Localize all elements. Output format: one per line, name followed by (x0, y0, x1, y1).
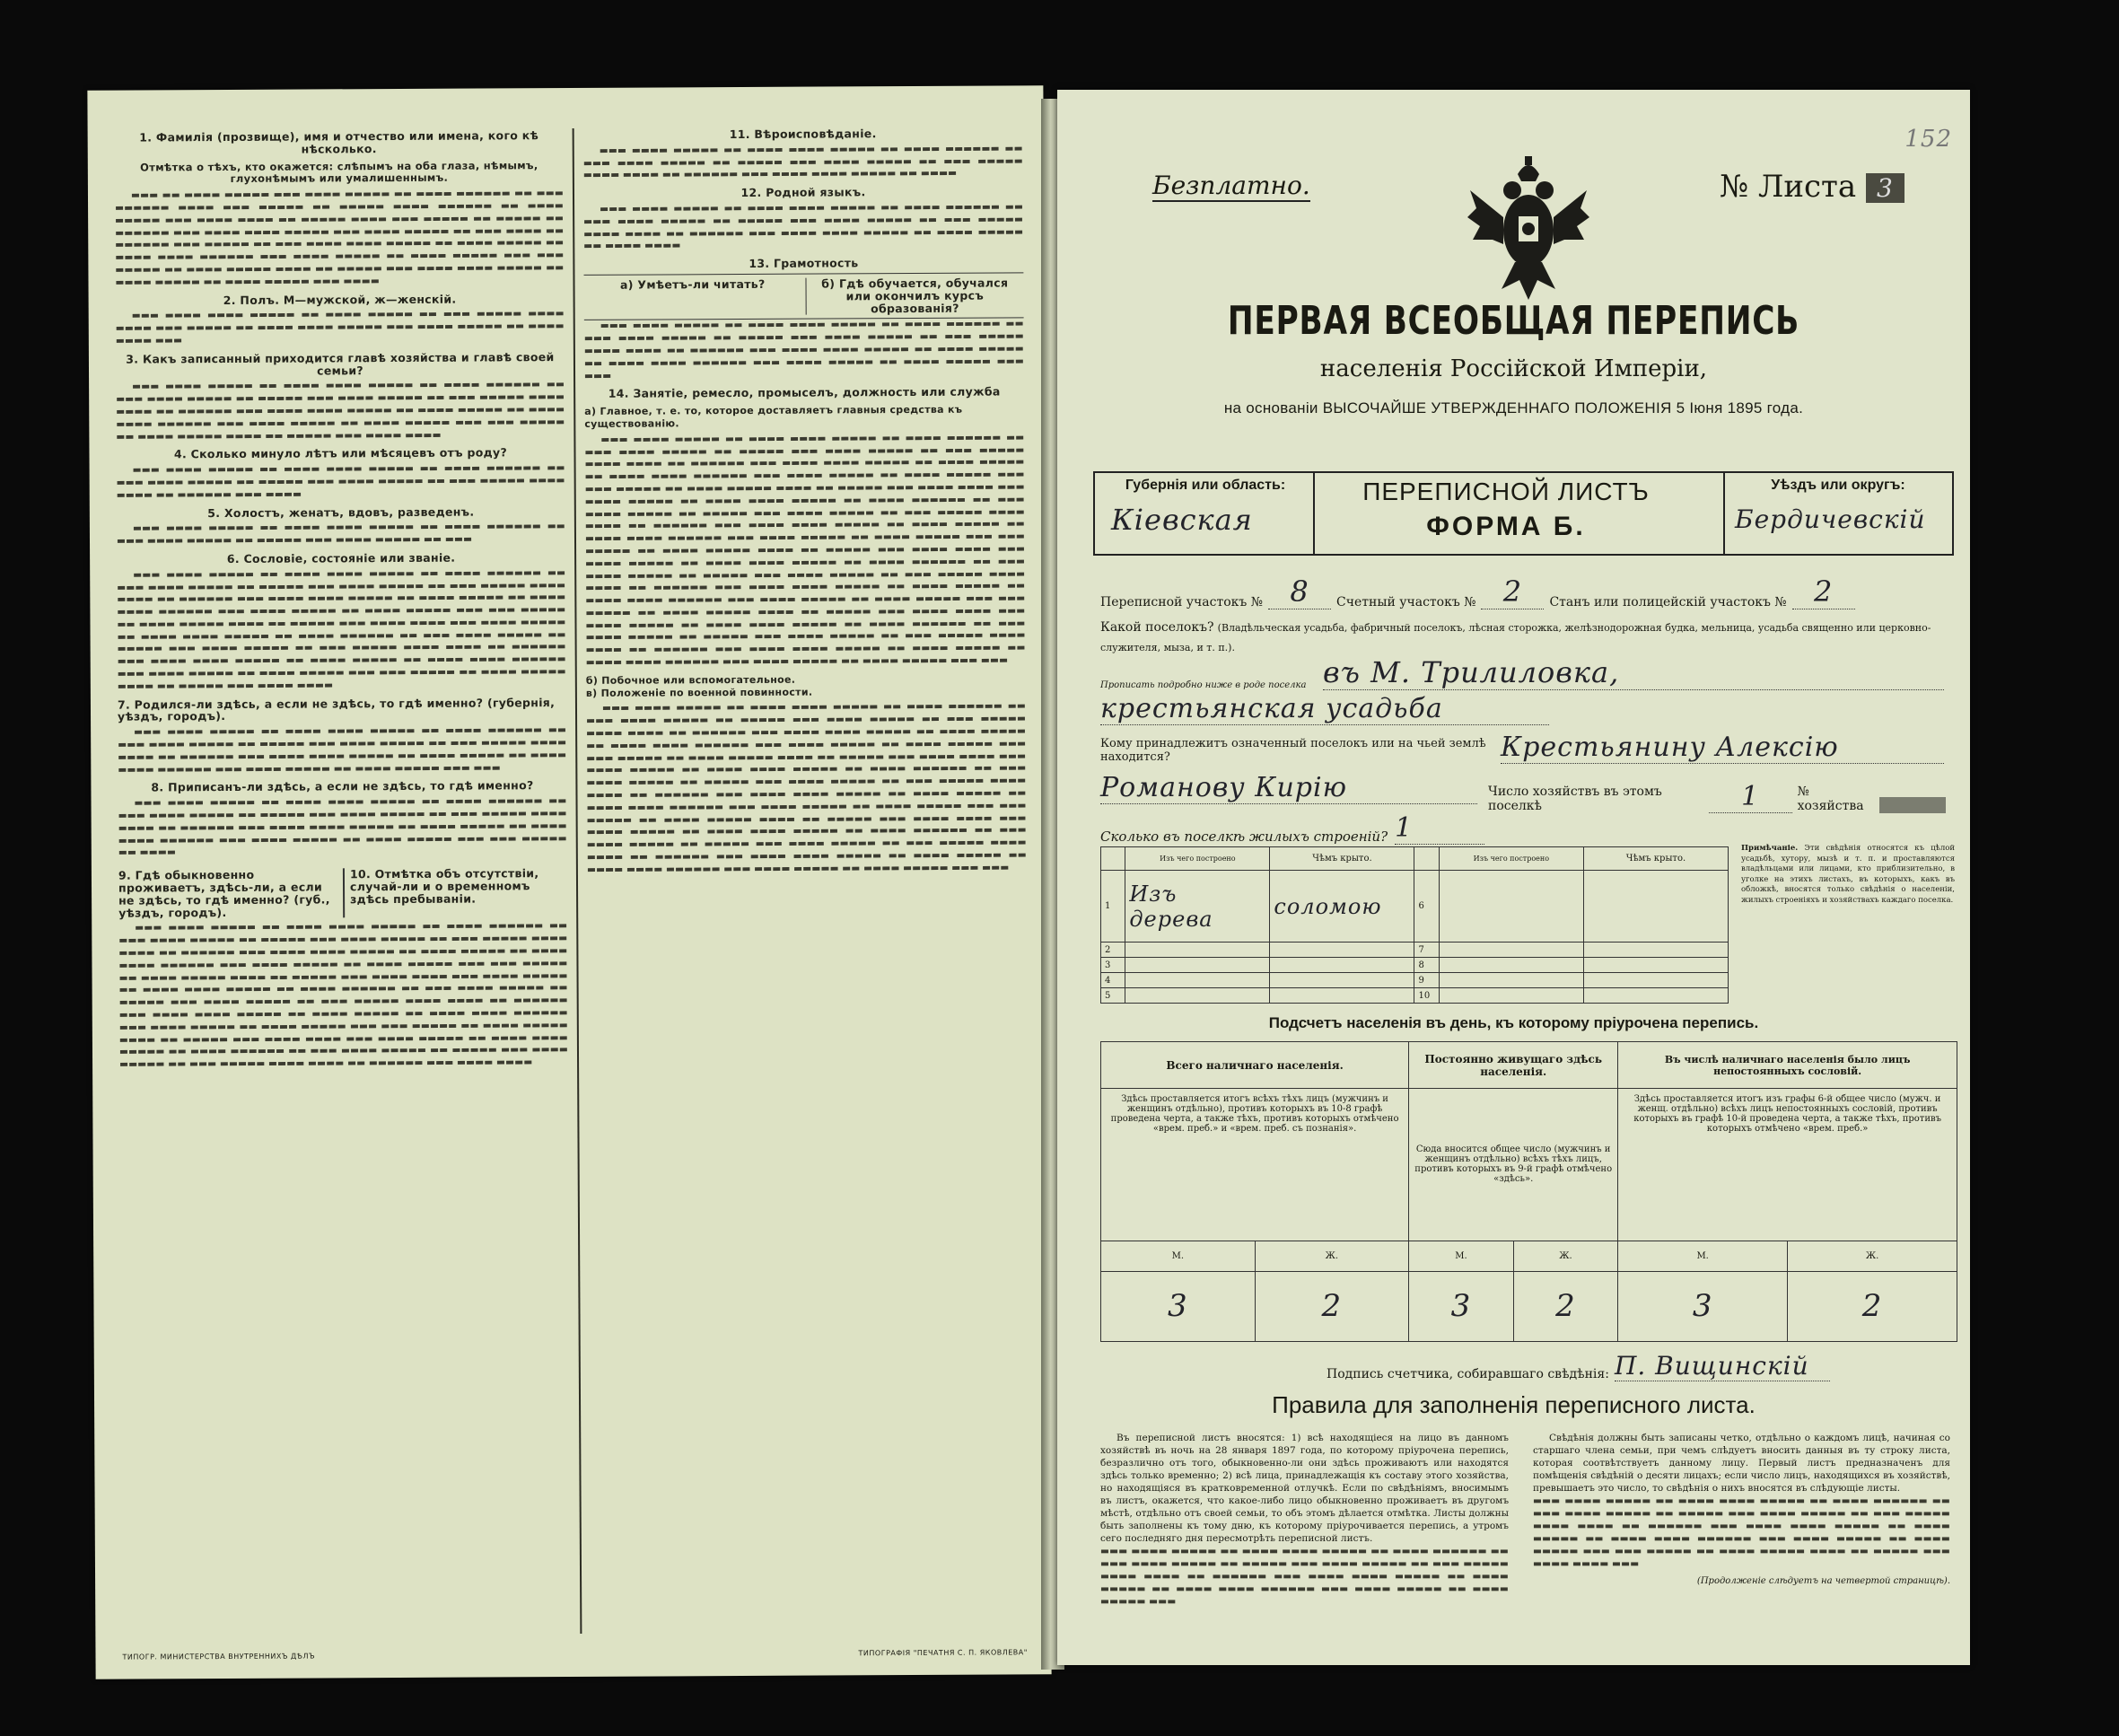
buildings-row (1100, 812, 1484, 845)
female-label: Ж. (1255, 1241, 1409, 1271)
section-subheading: в) Положеніе по военной повинности. (585, 686, 813, 699)
roof-cell (1583, 871, 1728, 943)
female-label: Ж. (1513, 1241, 1618, 1271)
rules-text: Свѣдѣнія должны быть записаны четко, отдѣльно о каждомъ лицѣ, начиная со старшаго члена семьи, при чемъ слѣдуетъ вносить данныя въ ту строку листа, которая соотвѣтствуетъ данному лицу. Первый листъ предназначенъ для помѣщенія свѣдѣній о десяти лицахъ; если число лицъ, находящихся въ хозяйствѣ, превышаетъ это число, то свѣдѣнія о нихъ вносятся въ слѣдующіе листы. (1533, 1433, 1950, 1494)
material-header: Изъ чего построено (1439, 847, 1583, 871)
table-row (1101, 871, 1729, 943)
rules-column-1 (1100, 1432, 1509, 1608)
column-divider (573, 128, 582, 1634)
title-wrap (1057, 298, 1970, 344)
settlement-value-row (1100, 655, 1944, 690)
permanent-male-count: 3 (1409, 1271, 1514, 1341)
household-number-value (1879, 797, 1946, 813)
household-number-label: № хозяйства (1797, 785, 1864, 813)
material-header: Изъ чего построено (1125, 847, 1270, 871)
body-text: ▬▬▬ ▬▬▬▬ ▬▬▬▬▬ ▬▬ ▬▬▬▬ ▬▬▬▬ ▬▬▬▬▬ ▬▬ ▬▬▬▬ ▬▬▬▬▬▬ ▬▬ ▬▬▬ ▬▬▬▬ ▬▬▬▬▬ ▬▬ ▬▬▬▬▬ ▬▬▬ ▬▬▬▬ ▬▬▬▬▬ ▬▬ ▬▬▬ ▬▬▬▬▬ ▬▬▬▬ ▬▬▬▬ ▬▬ ▬▬▬▬▬▬ ▬▬▬ ▬▬▬▬ ▬▬▬▬ ▬▬▬▬▬ ▬▬ ▬▬▬▬ ▬▬▬▬▬ ▬▬ ▬▬▬▬ ▬▬▬▬ ▬▬▬▬▬▬ ▬▬▬ ▬▬▬▬ ▬▬▬▬▬ ▬▬ ▬▬▬▬ ▬▬▬▬▬ ▬▬▬ ▬▬▬ ▬▬▬▬▬ ▬▬ ▬▬▬▬ ▬▬▬▬▬ ▬▬▬▬ ▬▬ ▬▬▬▬▬ ▬▬▬ ▬▬▬▬ ▬▬▬▬ (116, 379, 565, 443)
section-subheading: Отмѣтка о тѣхъ, кто окажется: слѣпымъ на оба глаза, нѣмымъ, глухонѣмымъ или умалишеннымъ. (140, 158, 539, 186)
body-text: ▬▬▬ ▬▬▬▬ ▬▬▬▬▬ ▬▬ ▬▬▬▬ ▬▬▬▬ ▬▬▬▬▬ ▬▬ ▬▬▬▬ ▬▬▬▬▬▬ ▬▬ ▬▬▬ ▬▬▬▬ ▬▬▬▬▬ ▬▬ ▬▬▬▬▬ ▬▬▬ ▬▬▬▬ ▬▬▬▬▬ ▬▬ ▬▬▬ ▬▬▬▬▬ ▬▬▬▬ ▬▬▬▬ ▬▬ ▬▬▬▬▬▬ ▬▬▬ ▬▬▬▬ ▬▬▬▬ ▬▬▬▬▬ ▬▬ ▬▬▬▬ ▬▬▬▬▬ ▬▬ ▬▬▬▬ ▬▬▬▬ ▬▬▬▬▬▬ ▬▬▬ ▬▬▬▬ ▬▬▬▬▬ ▬▬ ▬▬▬▬ ▬▬▬▬▬ ▬▬▬ ▬▬▬ ▬▬▬▬▬ ▬▬ ▬▬▬▬ ▬▬▬▬▬ ▬▬▬▬ ▬▬ ▬▬▬▬▬ ▬▬▬ ▬▬▬▬ ▬▬▬▬ ▬▬▬ (1533, 1495, 1950, 1569)
body-text: ▬▬▬ ▬▬▬▬ ▬▬▬▬▬ ▬▬ ▬▬▬▬ ▬▬▬▬ ▬▬▬▬▬ ▬▬ ▬▬▬▬ ▬▬▬▬▬▬ ▬▬ ▬▬▬ ▬▬▬▬ ▬▬▬▬▬ ▬▬ ▬▬▬▬▬ ▬▬▬ ▬▬▬▬ ▬▬▬▬▬ ▬▬ ▬▬▬ ▬▬▬▬▬ ▬▬▬▬ ▬▬▬▬ ▬▬ ▬▬▬▬▬▬ ▬▬▬ ▬▬▬▬ ▬▬▬▬ ▬▬▬▬▬ ▬▬ ▬▬▬▬ ▬▬▬▬▬ ▬▬ ▬▬▬▬ ▬▬▬▬ ▬▬▬▬▬▬ ▬▬▬ ▬▬▬▬ ▬▬▬▬▬ ▬▬ ▬▬▬▬ ▬▬▬▬▬ ▬▬▬ ▬▬▬ (118, 724, 567, 776)
free-label: Безплатно. (1152, 171, 1310, 200)
sheet-number (1720, 169, 1904, 205)
rules-title: Правила для заполненія переписного листа. (1272, 1391, 1756, 1418)
body-text: ▬▬▬ ▬▬ ▬▬▬▬ ▬▬▬▬▬ ▬▬▬ ▬▬▬▬ ▬▬▬▬▬ ▬▬ ▬▬▬▬ ▬▬▬▬▬▬ ▬▬ ▬▬▬ ▬▬▬▬▬▬ ▬▬▬▬ ▬▬▬ ▬▬▬▬▬ ▬▬ ▬▬▬▬▬ ▬▬▬▬ ▬▬▬▬▬▬ ▬▬ ▬▬▬▬ ▬▬▬▬▬ ▬▬▬ ▬▬▬▬ ▬▬▬▬ ▬▬ ▬▬▬▬▬ ▬▬▬▬ ▬▬▬ ▬▬▬▬▬ ▬▬ ▬▬▬▬▬ ▬▬ ▬▬▬▬▬▬ ▬▬▬ ▬▬▬▬ ▬▬▬▬ ▬▬▬▬▬ ▬▬▬ ▬▬▬▬ ▬▬▬▬▬ ▬▬ ▬▬▬ ▬▬▬▬ ▬▬ ▬▬▬▬▬▬ ▬▬▬ ▬▬▬▬▬ ▬▬ ▬▬▬ ▬▬▬▬ ▬▬▬▬ ▬▬▬▬▬ ▬▬ ▬▬▬▬ ▬▬▬▬▬ ▬▬ ▬▬▬▬ ▬▬▬▬ ▬▬▬▬▬▬ ▬▬▬ ▬▬▬▬ ▬▬▬▬▬ ▬▬ ▬▬▬▬ ▬▬▬▬▬ ▬▬▬ ▬▬▬ ▬▬▬▬▬ ▬▬ ▬▬▬▬ ▬▬▬▬▬ ▬▬▬▬ ▬▬ ▬▬▬▬▬ ▬▬▬ ▬▬▬▬ ▬▬▬▬ ▬▬▬▬▬ ▬▬ ▬▬▬▬ ▬▬▬▬▬ ▬▬ ▬▬▬▬ ▬▬▬▬▬ ▬▬▬ ▬▬▬▬ (115, 188, 565, 288)
gubernia-value: Кіевская (1111, 503, 1253, 537)
row-number: 2 (1101, 943, 1125, 958)
count-title: Подсчетъ населенія въ день, къ которому пріурочена перепись. (1268, 1014, 1759, 1031)
households-value: 1 (1709, 781, 1792, 813)
table-row (1101, 958, 1729, 973)
nonpermanent-female-count: 2 (1788, 1271, 1957, 1341)
table-row (1101, 943, 1729, 958)
signature-value: П. Вищинскій (1615, 1351, 1830, 1381)
body-text: ▬▬▬ ▬▬▬▬ ▬▬▬▬ ▬▬▬▬▬ ▬▬ ▬▬▬▬ ▬▬▬▬▬ ▬▬ ▬▬▬ ▬▬▬▬▬ ▬▬▬▬ ▬▬▬▬ ▬▬▬ ▬▬▬▬▬ ▬▬ ▬▬▬▬ ▬▬▬▬ ▬▬▬▬▬ ▬▬▬ ▬▬▬▬ ▬▬▬▬▬ ▬▬ ▬▬▬▬ ▬▬▬▬ ▬▬▬ (115, 308, 565, 346)
row-number: 4 (1101, 973, 1125, 988)
nonpermanent-male-count: 3 (1618, 1271, 1788, 1341)
row-number: 8 (1414, 958, 1439, 973)
section-subheading: a) Умѣетъ-ли читать? (619, 276, 766, 292)
signature-label: Подпись счетчика, собиравшаго свѣдѣнія: (1327, 1367, 1609, 1381)
present-population-header: Всего наличнаго населенія. (1101, 1042, 1409, 1089)
table-row (1101, 988, 1729, 1004)
male-label: М. (1409, 1241, 1514, 1271)
rules-text: Въ переписной листъ вносятся: 1) всѣ находящіеся на лицо въ данномъ хозяйствѣ въ ночь на 28 января 1897 года, по которому пріурочена перепись, безразлично отъ того, обыкновенно-ли они здѣсь проживаютъ или находятся здѣсь только временно; 2) всѣ лица, принадлежащія къ составу этого хозяйства, но находящіяся въ кратковременной отлучкѣ. Если по свѣдѣніямъ, вносимымъ въ листъ, окажется, что какое-либо лицо обыкновенно проживаетъ въ другомъ мѣстѣ, отдѣльно отъ своей семьи, то объ этомъ дѣлается отмѣтка. Листы должны быть заполнены къ тому дню, къ которому пріурочивается перепись, а утромъ сего последняго дня пересмотрѣть переписной листъ. (1100, 1433, 1509, 1544)
body-text: ▬▬▬ ▬▬▬▬ ▬▬▬▬▬ ▬▬ ▬▬▬▬ ▬▬▬▬ ▬▬▬▬▬ ▬▬ ▬▬▬▬ ▬▬▬▬▬▬ ▬▬ ▬▬▬ ▬▬▬▬ ▬▬▬▬▬ ▬▬ ▬▬▬▬▬ ▬▬▬ ▬▬▬▬ ▬▬▬▬▬ ▬▬ ▬▬▬ ▬▬▬▬▬ ▬▬▬▬ ▬▬▬▬ ▬▬ ▬▬▬▬▬▬ ▬▬▬ ▬▬▬▬ ▬▬▬▬ ▬▬▬▬▬ ▬▬ ▬▬▬▬ ▬▬▬▬▬ ▬▬ ▬▬▬▬ ▬▬▬▬ ▬▬▬▬▬▬ ▬▬▬ ▬▬▬▬ ▬▬▬▬▬ ▬▬ ▬▬▬▬ ▬▬▬▬▬ ▬▬▬ ▬▬▬ ▬▬▬▬▬ ▬▬ ▬▬▬▬ (118, 795, 567, 859)
rules-column-2 (1533, 1432, 1950, 1588)
roof-header: Чѣмъ крыто. (1583, 847, 1728, 871)
printer-footer-right: ТИПОГРАФІЯ "ПЕЧАТНЯ С. П. ЯКОВЛЕВА" (858, 1648, 1028, 1658)
section-subheading: б) Побочное или вспомогательное. (585, 673, 796, 687)
section-heading: 10. Отмѣтка объ отсутствіи, случай-ли и о временномъ здѣсь пребываніи. (343, 867, 567, 917)
census-district-label: Переписной участокъ № (1100, 595, 1263, 609)
row-number: 5 (1101, 988, 1125, 1004)
stan-label: Станъ или полицейскій участокъ № (1549, 595, 1787, 609)
households-label: Число хозяйствъ въ этомъ поселкѣ (1488, 785, 1662, 813)
census-subtitle: населенія Россійской Имперіи, (1319, 355, 1708, 382)
section-heading: 3. Какъ записанный приходится главѣ хозяйства и главѣ своей семьи? (126, 349, 555, 378)
permanent-population-header: Постоянно живущаго здѣсь населенія. (1409, 1042, 1618, 1089)
row-number: 3 (1101, 958, 1125, 973)
roof-cell: соломою (1270, 871, 1414, 943)
settlement-value: въ М. Трилиловка, (1323, 655, 1944, 690)
material-cell (1439, 871, 1583, 943)
body-text: ▬▬▬ ▬▬▬▬ ▬▬▬▬▬ ▬▬ ▬▬▬▬ ▬▬▬▬ ▬▬▬▬▬ ▬▬ ▬▬▬▬ ▬▬▬▬▬▬ ▬▬ ▬▬▬ ▬▬▬▬ ▬▬▬▬▬ ▬▬ ▬▬▬▬▬ ▬▬▬ ▬▬▬▬ ▬▬▬▬▬ ▬▬ ▬▬▬ ▬▬▬▬▬ ▬▬▬▬ ▬▬▬▬ ▬▬ ▬▬▬▬▬▬ ▬▬▬ ▬▬▬▬ ▬▬▬▬ ▬▬▬▬▬ ▬▬ ▬▬▬▬ ▬▬▬▬▬ ▬▬ ▬▬▬▬ ▬▬▬▬ ▬▬▬▬▬▬ ▬▬▬ ▬▬▬▬ ▬▬▬▬▬ ▬▬ ▬▬▬▬ ▬▬▬▬▬ ▬▬▬ ▬▬▬ (583, 318, 1024, 381)
row-number: 1 (1101, 871, 1125, 943)
header-divider (1723, 471, 1725, 554)
census-basis: на основаніи ВЫСОЧАЙШЕ УТВЕРЖДЕННАГО ПОЛОЖЕНІЯ 5 Іюня 1895 года. (1223, 399, 1804, 416)
sheet-number-value: 3 (1866, 173, 1904, 203)
population-count-table (1100, 1041, 1957, 1342)
section-heading: 7. Родился-ли здѣсь, а если не здѣсь, то гдѣ именно? (губернія, уѣздъ, городъ). (117, 695, 556, 724)
left-page (87, 85, 1051, 1679)
section-heading: 4. Сколько минуло лѣтъ или мѣсяцевъ отъ роду? (173, 445, 508, 461)
district-line (1100, 574, 1944, 609)
section-heading: 12. Родной языкъ. (740, 185, 866, 200)
archive-page-number: 152 (1904, 126, 1952, 153)
settlement-value-2: крестьянская усадьба (1100, 693, 1549, 725)
section-heading: 6. Сословіе, состояніе или званіе. (226, 550, 456, 566)
table-row (1101, 973, 1729, 988)
present-population-text: Здѣсь проставляется итогъ всѣхъ тѣхъ лицъ (мужчинъ и женщинъ отдѣльно), противъ которыхъ въ 10-8 графѣ проведена черта, а также тѣхъ, противъ которыхъ отмѣчено «врем. преб.» и «врем. преб. съ познанія». (1101, 1089, 1409, 1241)
signature-row (1327, 1351, 1830, 1381)
settlement-label-row (1100, 618, 1944, 658)
census-form-page (1057, 90, 1970, 1665)
buildings-table (1100, 846, 1729, 1004)
material-cell: Изъ дерева (1125, 871, 1270, 943)
left-column-1 (115, 124, 572, 1635)
body-text: ▬▬▬ ▬▬▬▬ ▬▬▬▬▬ ▬▬ ▬▬▬▬ ▬▬▬▬ ▬▬▬▬▬ ▬▬ ▬▬▬▬ ▬▬▬▬▬▬ ▬▬ ▬▬▬ ▬▬▬▬ ▬▬▬▬▬ ▬▬ ▬▬▬▬▬ ▬▬▬ ▬▬▬▬ ▬▬▬▬▬ ▬▬ ▬▬▬ ▬▬▬▬▬ ▬▬▬▬ ▬▬▬▬ ▬▬ ▬▬▬▬▬▬ ▬▬▬ ▬▬▬▬ ▬▬▬▬ ▬▬▬▬▬ ▬▬ ▬▬▬▬ ▬▬▬▬▬ ▬▬ ▬▬▬▬ ▬▬▬▬ ▬▬▬▬▬▬ ▬▬▬ ▬▬▬▬ ▬▬▬▬▬ ▬▬ ▬▬▬▬ ▬▬▬▬▬ ▬▬▬ ▬▬▬ ▬▬▬▬▬ ▬▬ ▬▬▬▬ ▬▬▬▬▬ ▬▬▬▬ ▬▬ ▬▬▬▬▬ ▬▬▬ ▬▬▬▬ ▬▬▬▬ ▬▬▬ ▬▬▬▬ ▬▬▬▬▬ ▬▬ ▬▬▬▬ ▬▬▬▬ ▬▬▬▬▬ ▬▬ ▬▬▬▬ ▬▬▬▬▬▬ ▬▬ ▬▬▬ ▬▬▬▬ ▬▬▬▬▬ ▬▬ ▬▬▬▬▬ ▬▬▬ ▬▬▬▬ ▬▬▬▬▬ ▬▬ ▬▬▬ ▬▬▬▬▬ ▬▬▬▬ ▬▬▬▬ ▬▬ ▬▬▬▬▬▬ ▬▬▬ ▬▬▬▬ ▬▬▬▬ ▬▬▬▬▬ ▬▬ ▬▬▬▬ ▬▬▬▬▬ ▬▬ ▬▬▬▬ ▬▬▬▬ ▬▬▬▬▬▬ ▬▬▬ ▬▬▬▬ ▬▬▬▬▬ ▬▬ ▬▬▬▬ ▬▬▬▬▬ ▬▬▬ ▬▬▬ ▬▬▬▬▬ ▬▬ ▬▬▬▬ ▬▬▬▬▬ ▬▬▬▬ ▬▬ ▬▬▬▬▬ ▬▬▬ ▬▬▬▬ ▬▬▬▬ (117, 566, 566, 692)
census-title: ПЕРВАЯ ВСЕОБЩАЯ ПЕРЕПИСЬ (1227, 298, 1800, 344)
uezd-value: Бердичевскій (1735, 504, 1926, 534)
settlement-hint-2: Прописать подробно ниже в роде поселка (1100, 680, 1307, 690)
count-district-label: Счетный участокъ № (1336, 595, 1476, 609)
section-subheading: б) Гдѣ обучается, обучался или окончилъ курсъ образованія? (805, 276, 1020, 315)
body-text: ▬▬▬ ▬▬▬▬ ▬▬▬▬▬ ▬▬ ▬▬▬▬ ▬▬▬▬ ▬▬▬▬▬ ▬▬ ▬▬▬▬ ▬▬▬▬▬▬ ▬▬ ▬▬▬ ▬▬▬▬ ▬▬▬▬▬ ▬▬ ▬▬▬▬▬ ▬▬▬ ▬▬▬▬ ▬▬▬▬▬ ▬▬ ▬▬▬ ▬▬▬▬▬ ▬▬▬▬ ▬▬▬▬ ▬▬ ▬▬▬▬▬▬ ▬▬▬ ▬▬▬▬ (116, 462, 565, 501)
male-label: М. (1101, 1241, 1256, 1271)
body-text: ▬▬▬ ▬▬▬▬ ▬▬▬▬▬ ▬▬ ▬▬▬▬ ▬▬▬▬ ▬▬▬▬▬ ▬▬ ▬▬▬▬ ▬▬▬▬▬▬ ▬▬ ▬▬▬ ▬▬▬▬ ▬▬▬▬▬ ▬▬ ▬▬▬▬▬ ▬▬▬ ▬▬▬▬ ▬▬▬▬▬ ▬▬ ▬▬▬ ▬▬▬▬▬ ▬▬▬▬ ▬▬▬▬ ▬▬ ▬▬▬▬▬▬ ▬▬▬ ▬▬▬▬ ▬▬▬▬ ▬▬▬▬▬ ▬▬ ▬▬▬▬ ▬▬▬▬▬ ▬▬ ▬▬▬▬ ▬▬▬▬ (583, 201, 1024, 252)
body-text: ▬▬▬ ▬▬▬▬ ▬▬▬▬▬ ▬▬ ▬▬▬▬ ▬▬▬▬ ▬▬▬▬▬ ▬▬ ▬▬▬▬ ▬▬▬▬▬▬ ▬▬ ▬▬▬ ▬▬▬▬ ▬▬▬▬▬ ▬▬ ▬▬▬▬▬ ▬▬▬ ▬▬▬▬ ▬▬▬▬▬ ▬▬ ▬▬▬ ▬▬▬▬▬ ▬▬▬▬ ▬▬▬▬ ▬▬ ▬▬▬▬▬▬ ▬▬▬ ▬▬▬▬ ▬▬▬▬ ▬▬▬▬▬ ▬▬ ▬▬▬▬ ▬▬▬▬▬ ▬▬ ▬▬▬▬ ▬▬▬▬ ▬▬▬▬▬▬ ▬▬▬ ▬▬▬▬ ▬▬▬▬▬ ▬▬ ▬▬▬▬ ▬▬▬▬▬ ▬▬▬ (1100, 1546, 1509, 1607)
nonpermanent-population-header: Въ числѣ наличнаго населенія было лицъ непостоянныхъ сословій. (1618, 1042, 1957, 1089)
male-label: М. (1618, 1241, 1788, 1271)
owner-value-2: Романову Кирію (1100, 772, 1477, 804)
female-label: Ж. (1788, 1241, 1957, 1271)
note-title: Примѣчаніе. (1741, 844, 1799, 853)
buildings-value: 1 (1395, 812, 1484, 845)
printer-footer-left: ТИПОГР. МИНИСТЕРСТВА ВНУТРЕННИХЪ ДѢЛЪ (122, 1652, 316, 1661)
body-text: ▬▬▬ ▬▬▬▬ ▬▬▬▬▬ ▬▬ ▬▬▬▬ ▬▬▬▬ ▬▬▬▬▬ ▬▬ ▬▬▬▬ ▬▬▬▬▬▬ ▬▬ ▬▬▬ ▬▬▬▬ ▬▬▬▬▬ ▬▬ ▬▬▬▬▬ ▬▬▬ ▬▬▬▬ ▬▬▬▬▬ ▬▬ ▬▬▬ ▬▬▬▬▬ ▬▬▬▬ ▬▬▬▬ ▬▬ ▬▬▬▬▬▬ ▬▬▬ ▬▬▬▬ ▬▬▬▬ ▬▬▬▬▬ ▬▬ ▬▬▬▬ ▬▬▬▬▬ ▬▬ ▬▬▬▬ ▬▬▬▬ ▬▬▬▬▬▬ ▬▬▬ ▬▬▬▬ ▬▬▬▬▬ ▬▬ ▬▬▬▬ ▬▬▬▬▬ ▬▬▬ ▬▬▬ ▬▬▬▬▬ ▬▬ ▬▬▬▬ ▬▬▬▬▬ ▬▬▬▬ ▬▬ ▬▬▬▬▬ ▬▬▬ ▬▬▬▬ ▬▬▬▬ ▬▬▬ ▬▬▬▬ ▬▬▬▬▬ ▬▬ ▬▬▬▬ ▬▬▬▬ ▬▬▬▬▬ ▬▬ ▬▬▬▬ ▬▬▬▬▬▬ ▬▬ ▬▬▬ ▬▬▬▬ ▬▬▬▬▬ ▬▬ ▬▬▬▬▬ ▬▬▬ ▬▬▬▬ ▬▬▬▬▬ ▬▬ ▬▬▬ ▬▬▬▬▬ ▬▬▬▬ ▬▬▬▬ ▬▬ ▬▬▬▬▬▬ ▬▬▬ ▬▬▬▬ ▬▬▬▬ ▬▬▬▬▬ ▬▬ ▬▬▬▬ ▬▬▬▬▬ ▬▬ ▬▬▬▬ ▬▬▬▬ ▬▬▬▬▬▬ ▬▬▬ ▬▬▬▬ ▬▬▬▬▬ ▬▬ ▬▬▬▬ ▬▬▬▬▬ ▬▬▬ ▬▬▬ ▬▬▬▬▬ ▬▬ ▬▬▬▬ ▬▬▬▬▬ ▬▬▬▬ ▬▬ ▬▬▬▬▬ ▬▬▬ ▬▬▬▬ ▬▬▬▬ ▬▬▬ ▬▬▬▬ ▬▬▬▬▬ ▬▬ ▬▬▬▬ ▬▬▬▬ ▬▬▬▬▬ ▬▬ ▬▬▬▬ ▬▬▬▬▬▬ ▬▬ ▬▬▬ ▬▬▬▬ ▬▬▬▬▬ ▬▬ ▬▬▬▬▬ ▬▬▬ ▬▬▬▬ ▬▬▬▬▬ ▬▬ ▬▬▬ ▬▬▬▬▬ ▬▬▬▬ ▬▬▬▬ ▬▬ ▬▬▬▬▬▬ ▬▬▬ ▬▬▬▬ ▬▬▬▬ ▬▬▬▬▬ ▬▬ ▬▬▬▬ ▬▬▬▬▬ ▬▬ ▬▬▬▬ ▬▬▬▬ ▬▬▬▬▬▬ ▬▬▬ ▬▬▬▬ ▬▬▬▬▬ ▬▬ ▬▬▬▬ ▬▬▬▬▬ ▬▬▬ ▬▬▬ (586, 700, 1027, 875)
section-heading: 1. Фамилія (прозвище), имя и отчество или имена, кого кѣ нѣсколько. (139, 128, 539, 156)
roof-header: Чѣмъ крыто. (1270, 847, 1414, 871)
form-title: ПЕРЕПИСНОЙ ЛИСТЪ (1362, 478, 1650, 505)
permanent-female-count: 2 (1513, 1271, 1618, 1341)
present-female-count: 2 (1255, 1271, 1409, 1341)
body-text: ▬▬▬ ▬▬▬▬ ▬▬▬▬▬ ▬▬ ▬▬▬▬ ▬▬▬▬ ▬▬▬▬▬ ▬▬ ▬▬▬▬ ▬▬▬▬▬▬ ▬▬ ▬▬▬ ▬▬▬▬ ▬▬▬▬▬ ▬▬ ▬▬▬▬▬ ▬▬▬ ▬▬▬▬ ▬▬▬▬▬ ▬▬ ▬▬▬ ▬▬▬▬▬ ▬▬▬▬ ▬▬▬▬ ▬▬ ▬▬▬▬▬▬ ▬▬▬ ▬▬▬▬ ▬▬▬▬ ▬▬▬▬▬ ▬▬ ▬▬▬▬ ▬▬▬▬▬ ▬▬ ▬▬▬▬ ▬▬▬▬ ▬▬▬▬▬▬ ▬▬▬ ▬▬▬▬ ▬▬▬▬▬ ▬▬ ▬▬▬▬ ▬▬▬▬▬ ▬▬▬ ▬▬▬ ▬▬▬▬▬ ▬▬ ▬▬▬▬ ▬▬▬▬▬ ▬▬▬▬ ▬▬ ▬▬▬▬▬ ▬▬▬ ▬▬▬▬ ▬▬▬▬ ▬▬▬ ▬▬▬▬ ▬▬▬▬▬ ▬▬ ▬▬▬▬ ▬▬▬▬ ▬▬▬▬▬ ▬▬ ▬▬▬▬ ▬▬▬▬▬▬ ▬▬ ▬▬▬ ▬▬▬▬ ▬▬▬▬▬ ▬▬ ▬▬▬▬▬ ▬▬▬ ▬▬▬▬ ▬▬▬▬▬ ▬▬ ▬▬▬ ▬▬▬▬▬ ▬▬▬▬ ▬▬▬▬ ▬▬ ▬▬▬▬▬▬ ▬▬▬ ▬▬▬▬ ▬▬▬▬ ▬▬▬▬▬ ▬▬ ▬▬▬▬ ▬▬▬▬▬ ▬▬ ▬▬▬▬ ▬▬▬▬ ▬▬▬▬▬▬ ▬▬▬ ▬▬▬▬ ▬▬▬▬▬ ▬▬ ▬▬▬▬ ▬▬▬▬▬ ▬▬▬ ▬▬▬ ▬▬▬▬▬ ▬▬ ▬▬▬▬ ▬▬▬▬▬ ▬▬▬▬ ▬▬ ▬▬▬▬▬ ▬▬▬ ▬▬▬▬ ▬▬▬▬ ▬▬▬ ▬▬▬▬ ▬▬▬▬▬ ▬▬ ▬▬▬▬ ▬▬▬▬ ▬▬▬▬▬ ▬▬ ▬▬▬▬ ▬▬▬▬▬▬ ▬▬ ▬▬▬ ▬▬▬▬ ▬▬▬▬▬ ▬▬ ▬▬▬▬▬ ▬▬▬ ▬▬▬▬ ▬▬▬▬▬ ▬▬ ▬▬▬ ▬▬▬▬▬ ▬▬▬▬ ▬▬▬▬ ▬▬ ▬▬▬▬▬▬ ▬▬▬ ▬▬▬▬ ▬▬▬▬ ▬▬▬▬▬ ▬▬ ▬▬▬▬ ▬▬▬▬▬ ▬▬ ▬▬▬▬ ▬▬▬▬ ▬▬▬▬▬▬ ▬▬▬ ▬▬▬▬ ▬▬▬▬▬ ▬▬ ▬▬▬▬ ▬▬▬▬▬ ▬▬▬ ▬▬▬ ▬▬▬▬▬ ▬▬ ▬▬▬▬ ▬▬▬▬▬ ▬▬▬▬ ▬▬ ▬▬▬▬▬ ▬▬▬ ▬▬▬▬ ▬▬▬▬ ▬▬▬ ▬▬▬▬ ▬▬▬▬▬ ▬▬ ▬▬▬▬ ▬▬▬▬ ▬▬▬▬▬ ▬▬ ▬▬▬▬ ▬▬▬▬▬▬ ▬▬ ▬▬▬ ▬▬▬▬ ▬▬▬▬▬ ▬▬ ▬▬▬▬▬ ▬▬▬ ▬▬▬▬ ▬▬▬▬▬ ▬▬ ▬▬▬ ▬▬▬▬▬ ▬▬▬▬ ▬▬▬▬ ▬▬ ▬▬▬▬▬▬ ▬▬▬ ▬▬▬▬ ▬▬▬▬ ▬▬▬▬▬ ▬▬ ▬▬▬▬ ▬▬▬▬▬ ▬▬ ▬▬▬▬ ▬▬▬▬ ▬▬▬▬▬▬ ▬▬▬ ▬▬▬▬ ▬▬▬▬▬ ▬▬ ▬▬▬▬ ▬▬▬▬▬ ▬▬▬ ▬▬▬ (584, 432, 1026, 668)
note-block (1741, 844, 1955, 906)
permanent-population-text: Сюда вносится общее число (мужчинъ и женщинъ отдѣльно) всѣхъ тѣхъ лицъ, противъ которыхъ въ 9-й графѣ отмѣчено «здѣсь». (1409, 1089, 1618, 1241)
settlement-hint: (Владѣльческая усадьба, фабричный поселокъ, лѣсная сторожка, желѣзнодорожная будка, мельница, усадьба священно или церковно-служителя, мыза, и т. п.). (1100, 622, 1931, 653)
stan-value: 2 (1792, 574, 1855, 609)
nonpermanent-population-text: Здѣсь проставляется итогъ изъ графы 6-й общее число (мужч. и женщ. отдѣльно) всѣхъ лицъ непостоянныхъ сословій, противъ которыхъ въ графѣ 10-й проведена черта, а также тѣхъ, противъ которыхъ отмѣчено «врем. преб.» (1618, 1089, 1957, 1241)
present-male-count: 3 (1101, 1271, 1256, 1341)
row-number: 10 (1414, 988, 1439, 1004)
sheet-number-label: № Листа (1720, 169, 1857, 205)
section-heading: 9. Гдѣ обыкновенно проживаетъ, здѣсь-ли, а если не здѣсь, то гдѣ именно? (губ., уѣздъ, городъ). (118, 868, 330, 920)
rules-footer: (Продолженіе слѣдуетъ на четвертой страницѣ). (1696, 1576, 1950, 1586)
form-title-form-b: ФОРМА Б. (1426, 512, 1586, 541)
section-heading: 5. Холостъ, женатъ, вдовъ, разведенъ. (207, 504, 475, 520)
section-heading: 8. Приписанъ-ли здѣсь, а если не здѣсь, то гдѣ именно? (151, 778, 534, 794)
settlement-label: Какой поселокъ? (1100, 620, 1214, 635)
note-text: Эти свѣдѣнія относятся къ цѣлой усадьбѣ, хутору, мызѣ и т. п. и проставляются владѣльцами или лицами, кто приблизительно, в уголке на этихъ листахъ, въ которыхъ, какъ въ обложкѣ, вносятся только свѣдѣнія о населеніи, жилыхъ строеніяхъ и хозяйствахъ каждаго поселка. (1741, 844, 1955, 905)
section-heading: 11. Вѣроисповѣданіе. (729, 127, 877, 142)
row-number: 6 (1414, 871, 1439, 943)
households-row (1488, 781, 1946, 813)
census-district-value: 8 (1268, 574, 1331, 609)
section-subheading: a) Главное, т. е. то, которое доставляетъ главныя средства къ существованію. (584, 403, 963, 430)
header-divider (1313, 471, 1315, 554)
left-column-2 (583, 121, 1031, 1632)
owner-row (1100, 732, 1944, 764)
body-text: ▬▬▬ ▬▬▬▬ ▬▬▬▬▬ ▬▬ ▬▬▬▬ ▬▬▬▬ ▬▬▬▬▬ ▬▬ ▬▬▬▬ ▬▬▬▬▬▬ ▬▬ ▬▬▬ ▬▬▬▬ ▬▬▬▬▬ ▬▬ ▬▬▬▬▬ ▬▬▬ ▬▬▬▬ ▬▬▬▬▬ ▬▬ ▬▬▬ ▬▬▬▬▬ ▬▬▬▬ ▬▬▬▬ ▬▬ ▬▬▬▬▬▬ ▬▬▬ ▬▬▬▬ ▬▬▬▬ ▬▬▬▬▬ ▬▬ ▬▬▬▬ ▬▬▬▬▬ ▬▬ ▬▬▬▬ ▬▬▬▬ ▬▬▬▬▬▬ ▬▬▬ ▬▬▬▬ ▬▬▬▬▬ ▬▬ ▬▬▬▬ ▬▬▬▬▬ ▬▬▬ ▬▬▬ ▬▬▬▬▬ ▬▬ ▬▬▬▬ ▬▬▬▬▬ ▬▬▬▬ ▬▬ ▬▬▬▬▬ ▬▬▬ ▬▬▬▬ ▬▬▬▬ ▬▬▬ ▬▬▬▬ ▬▬▬▬▬ ▬▬ ▬▬▬▬ ▬▬▬▬ ▬▬▬▬▬ ▬▬ ▬▬▬▬ ▬▬▬▬▬▬ ▬▬ ▬▬▬ ▬▬▬▬ ▬▬▬▬▬ ▬▬ ▬▬▬▬▬ ▬▬▬ ▬▬▬▬ ▬▬▬▬▬ ▬▬ ▬▬▬ ▬▬▬▬▬ ▬▬▬▬ ▬▬▬▬ ▬▬ ▬▬▬▬▬▬ ▬▬▬ ▬▬▬▬ ▬▬▬▬ ▬▬▬▬▬ ▬▬ ▬▬▬▬ ▬▬▬▬▬ ▬▬ ▬▬▬▬ ▬▬▬▬ ▬▬▬▬▬▬ ▬▬▬ ▬▬▬▬ ▬▬▬▬▬ ▬▬ ▬▬▬▬ ▬▬▬▬▬ ▬▬▬ ▬▬▬ ▬▬▬▬▬ ▬▬ ▬▬▬▬ ▬▬▬▬▬ ▬▬▬▬ ▬▬ ▬▬▬▬▬ ▬▬▬ ▬▬▬▬ ▬▬▬▬ ▬▬▬ ▬▬▬▬ ▬▬▬▬▬ ▬▬ ▬▬▬▬ ▬▬▬▬ ▬▬▬▬▬ ▬▬ ▬▬▬▬ ▬▬▬▬▬▬ ▬▬ ▬▬▬ ▬▬▬▬ ▬▬▬▬▬ ▬▬ ▬▬▬▬▬ ▬▬▬ ▬▬▬▬ ▬▬▬▬▬ ▬▬ ▬▬▬ ▬▬▬▬▬ ▬▬▬▬ ▬▬▬▬ ▬▬ ▬▬▬▬▬▬ ▬▬▬ ▬▬▬▬ ▬▬▬▬ (118, 920, 569, 1070)
count-district-value: 2 (1481, 574, 1544, 609)
owner-label: Кому принадлежитъ означенный поселокъ или на чьей землѣ находится? (1100, 737, 1486, 764)
uezd-label: Уѣздъ или округъ: (1771, 478, 1905, 493)
row-number: 9 (1414, 973, 1439, 988)
imperial-eagle-emblem (1466, 154, 1591, 302)
row-number: 7 (1414, 943, 1439, 958)
section-heading: 2. Полъ. М—мужской, ж—женскій. (223, 292, 457, 307)
section-heading: 14. Занятіе, ремесло, промыселъ, должность или служба (608, 384, 1001, 401)
section-heading: 13. Грамотность (749, 256, 859, 271)
gubernia-label: Губернія или область: (1125, 478, 1286, 493)
body-text: ▬▬▬ ▬▬▬▬ ▬▬▬▬▬ ▬▬ ▬▬▬▬ ▬▬▬▬ ▬▬▬▬▬ ▬▬ ▬▬▬▬ ▬▬▬▬▬▬ ▬▬ ▬▬▬ ▬▬▬▬ ▬▬▬▬▬ ▬▬ ▬▬▬▬▬ ▬▬▬ ▬▬▬▬ ▬▬▬▬▬ ▬▬ ▬▬▬ (116, 521, 565, 547)
body-text: ▬▬▬ ▬▬▬▬ ▬▬▬▬▬ ▬▬ ▬▬▬▬ ▬▬▬▬ ▬▬▬▬▬ ▬▬ ▬▬▬▬ ▬▬▬▬▬▬ ▬▬ ▬▬▬ ▬▬▬▬ ▬▬▬▬▬ ▬▬ ▬▬▬▬▬ ▬▬▬ ▬▬▬▬ ▬▬▬▬▬ ▬▬ ▬▬▬ ▬▬▬▬▬ ▬▬▬▬ ▬▬▬▬ ▬▬ ▬▬▬▬▬▬ ▬▬▬ ▬▬▬▬ ▬▬▬▬ ▬▬▬▬▬ ▬▬ ▬▬▬▬ (582, 143, 1023, 181)
owner-value: Крестьянину Алексію (1501, 732, 1944, 764)
buildings-label: Сколько въ поселкѣ жилыхъ строеній? (1100, 829, 1388, 845)
